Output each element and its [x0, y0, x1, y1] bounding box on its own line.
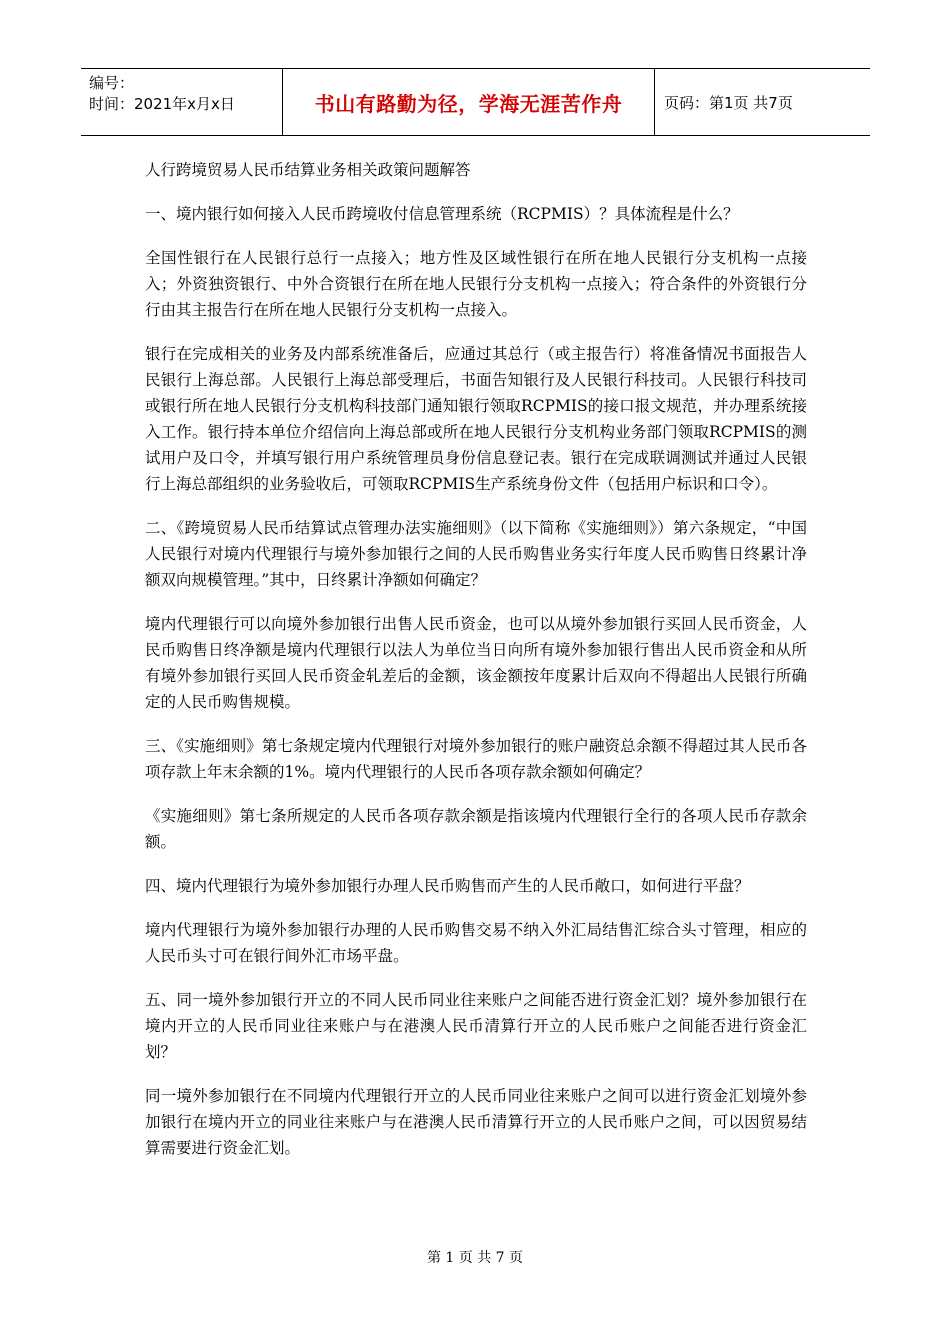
answer-1b: 银行在完成相关的业务及内部系统准备后，应通过其总行（或主报告行）将准备情况书面报告人民银行上海总部。人民银行上海总部受理后，书面告知银行及人民银行科技司。人民银行科技司或银行所在地人民银行分支机构科技部门通知银行领取RCPMIS的接口报文规范，并办理系统接入工作。银行持本单位介绍信向上海总部或所在地人民银行分支机构业务部门领取RCPMIS的测试用户及口令，并填写银行用户系统管理员身份信息登记表。银行在完成联调测试并通过人民银行上海总部组织的业务验收后，可领取RCPMIS生产系统身份文件（包括用户标识和口令）。 — [145, 345, 807, 493]
question-2: 二、《跨境贸易人民币结算试点管理办法实施细则》（以下简称《实施细则》）第六条规定，“中国人民银行对境内代理银行与境外参加银行之间的人民币购售业务实行年度人民币购售日终累计净额双向规模管理。”其中，日终累计净额如何确定？ — [145, 519, 807, 589]
answer-1a: 全国性银行在人民银行总行一点接入；地方性及区域性银行在所在地人民银行分支机构一点接入；外资独资银行、中外合资银行在所在地人民银行分支机构一点接入；符合条件的外资银行分行由其主报告行在所在地人民银行分支机构一点接入。 — [145, 249, 807, 319]
motto: 书山有路勤为径，学海无涯苦作舟 — [314, 91, 623, 116]
document-title: 人行跨境贸易人民币结算业务相关政策问题解答 — [145, 161, 471, 179]
answer-5: 同一境外参加银行在不同境内代理银行开立的人民币同业往来账户之间可以进行资金汇划境外参加银行在境内开立的同业往来账户与在港澳人民币清算行开立的人民币账户之间，可以因贸易结算需要进行资金汇划。 — [145, 1087, 807, 1157]
time-label: 时间：2021年x月x日 — [89, 95, 235, 113]
answer-2: 境内代理银行可以向境外参加银行出售人民币资金，也可以从境外参加银行买回人民币资金，人民币购售日终净额是境内代理银行以法人为单位当日向所有境外参加银行售出人民币资金和从所有境外参加银行买回人民币资金轧差后的金额，该金额按年度累计后双向不得超出人民银行所确定的人民币购售规模。 — [145, 615, 807, 711]
answer-4: 境内代理银行为境外参加银行办理的人民币购售交易不纳入外汇局结售汇综合头寸管理，相应的人民币头寸可在银行间外汇市场平盘。 — [145, 921, 807, 965]
answer-3: 《实施细则》第七条所规定的人民币各项存款余额是指该境内代理银行全行的各项人民币存款余额。 — [145, 807, 807, 851]
question-1: 一、境内银行如何接入人民币跨境收付信息管理系统（RCPMIS）？具体流程是什么？ — [145, 205, 739, 223]
page-header — [81, 68, 870, 136]
header-page-info — [664, 68, 793, 136]
number-label: 编号： — [89, 74, 135, 92]
header-meta — [89, 73, 235, 115]
header-motto-cell — [283, 68, 654, 136]
question-5: 五、同一境外参加银行开立的不同人民币同业往来账户之间能否进行资金汇划？境外参加银行在境内开立的人民币同业往来账户与在港澳人民币清算行开立的人民币账户之间能否进行资金汇划？ — [145, 991, 807, 1061]
document-body — [145, 157, 807, 1179]
question-4: 四、境内代理银行为境外参加银行办理人民币购售而产生的人民币敞口，如何进行平盘？ — [145, 877, 750, 895]
page-footer: 第 1 页 共 7 页 — [426, 1250, 524, 1266]
page-info: 页码：第1页 共7页 — [664, 93, 793, 112]
question-3: 三、《实施细则》第七条规定境内代理银行对境外参加银行的账户融资总余额不得超过其人民币各项存款上年末余额的1%。境内代理银行的人民币各项存款余额如何确定？ — [145, 737, 807, 781]
header-divider-right — [654, 68, 655, 136]
